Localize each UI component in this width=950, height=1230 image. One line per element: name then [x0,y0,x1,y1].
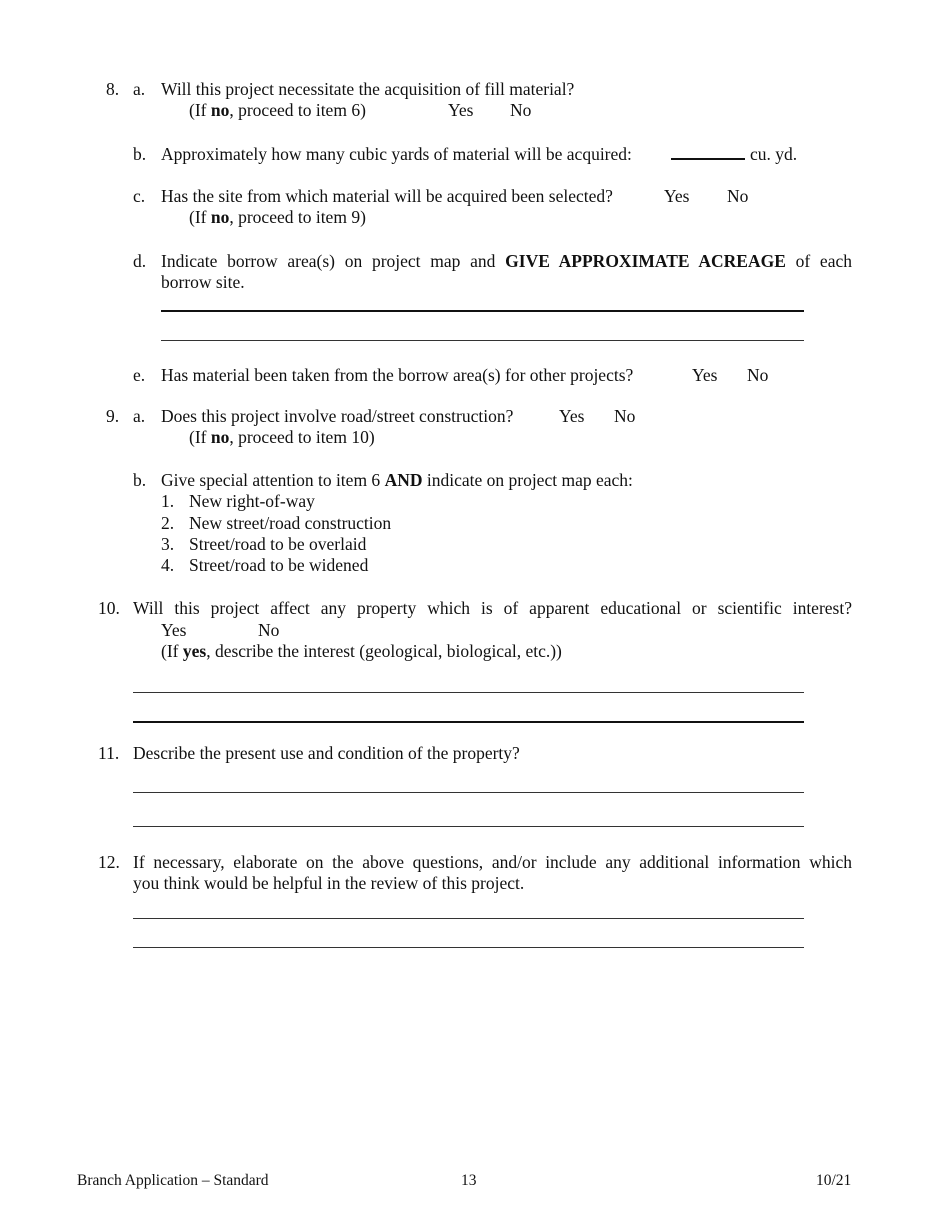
q9b-item-label: New street/road construction [189,513,392,533]
q12-question: If necessary, elaborate on the above questions, and/or include any additional information which [133,852,852,872]
q8-number: 8. [106,79,120,99]
q12-answer-line-2[interactable] [133,947,804,948]
q10-answer-line-2[interactable] [133,721,804,723]
q8c-note: (If no, proceed to item 9) [189,207,366,227]
q8c-letter: c. [133,186,146,206]
q9b-item-label: New right-of-way [189,491,315,511]
q8a-note: (If no, proceed to item 6) [189,100,366,120]
q8b-cubic-yards-field[interactable] [671,143,745,165]
q10-number: 10. [98,598,120,618]
q9a-no-option[interactable]: No [614,406,636,426]
q8e-no-option[interactable]: No [747,365,769,385]
q8e-letter: e. [133,365,146,385]
q9b-item-number: 4. [161,555,175,575]
q10-yes-option[interactable]: Yes [161,620,187,640]
q11-answer-line-1[interactable] [133,792,804,793]
q11-number: 11. [98,743,120,763]
q8c-question: Has the site from which material will be acquired been selected? [161,186,613,206]
q10-no-option[interactable]: No [258,620,280,640]
q9b-item-number: 3. [161,534,175,554]
q8d-text: Indicate borrow area(s) on project map and GIVE APPROXIMATE ACREAGE of each [161,251,852,271]
q9b-text: Give special attention to item 6 AND indicate on project map each: [161,470,633,490]
q8d-answer-line-2[interactable] [161,340,804,341]
q10-answer-line-1[interactable] [133,692,804,693]
q9b-letter: b. [133,470,147,490]
q8a-no-option[interactable]: No [510,100,532,120]
q9b-item-label: Street/road to be widened [189,555,369,575]
q8b-letter: b. [133,144,147,164]
q8a-question: Will this project necessitate the acquisition of fill material? [161,79,575,99]
footer-revision-date: 10/21 [816,1172,852,1189]
q12-answer-line-1[interactable] [133,918,804,919]
q8a-letter: a. [133,79,146,99]
q8b-unit: cu. yd. [750,144,798,164]
q9b-item-number: 2. [161,513,175,533]
q8e-yes-option[interactable]: Yes [692,365,718,385]
q12-question-line2: you think would be helpful in the review of this project. [133,873,525,893]
footer-page-number: 13 [461,1172,477,1189]
q8c-no-option[interactable]: No [727,186,749,206]
q9b-item-number: 1. [161,491,175,511]
q9a-note: (If no, proceed to item 10) [189,427,375,447]
q9-number: 9. [106,406,120,426]
q11-answer-line-2[interactable] [133,826,804,827]
q9a-letter: a. [133,406,146,426]
q9a-yes-option[interactable]: Yes [559,406,585,426]
q8a-yes-option[interactable]: Yes [448,100,474,120]
q12-number: 12. [98,852,120,872]
q9a-question: Does this project involve road/street construction? [161,406,514,426]
q8d-letter: d. [133,251,147,271]
q9b-item-label: Street/road to be overlaid [189,534,367,554]
footer-document-title: Branch Application – Standard [77,1172,269,1189]
q8c-yes-option[interactable]: Yes [664,186,690,206]
q8b-question: Approximately how many cubic yards of material will be acquired: [161,144,632,164]
q8d-text-line2: borrow site. [161,272,245,292]
q11-question: Describe the present use and condition of the property? [133,743,520,763]
q10-note: (If yes, describe the interest (geological, biological, etc.)) [161,641,562,661]
q10-question: Will this project affect any property which is of apparent educational or scientific interest? [133,598,852,618]
q8d-answer-line-1[interactable] [161,310,804,312]
q8e-question: Has material been taken from the borrow area(s) for other projects? [161,365,634,385]
